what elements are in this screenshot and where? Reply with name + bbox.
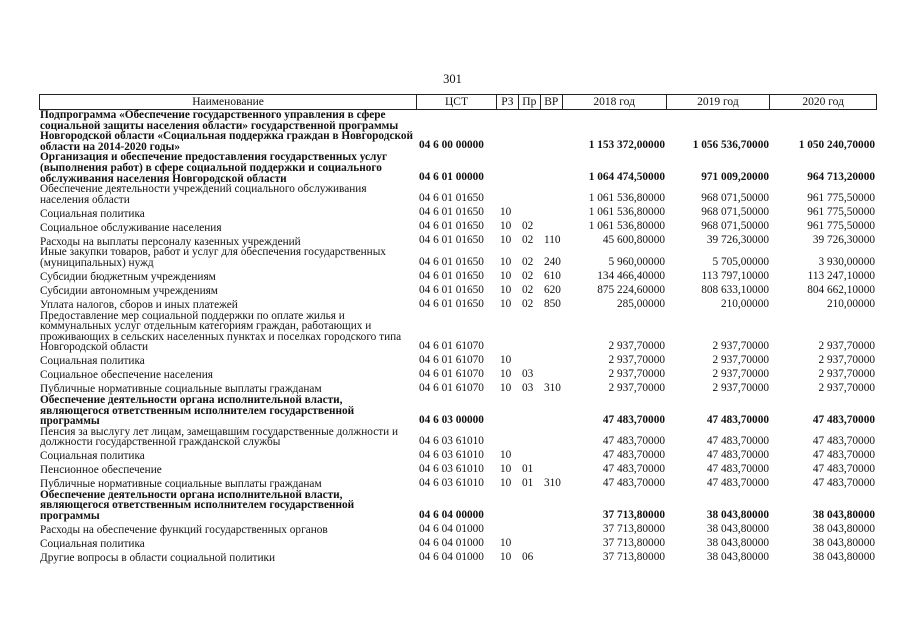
cell-name: Публичные нормативные социальные выплаты гражданам: [40, 383, 322, 396]
cell-pr: 03: [522, 381, 534, 394]
cell-2018: 1 061 536,80000: [588, 192, 665, 205]
cell-2018: 45 600,80000: [602, 234, 665, 247]
table-row: [39, 233, 877, 247]
cell-cst: 04 6 01 61070: [419, 339, 484, 352]
cell-name: Пенсия за выслугу лет лицам, замещавшим государственные должности и должности государственной гражданской службы: [40, 425, 399, 449]
cell-name: Иные закупки товаров, работ и услуг для обеспечения государственных (муниципальных) нужд: [40, 246, 386, 269]
cell-cst: 04 6 01 01650: [419, 206, 484, 219]
cell-name: Социальная политика: [40, 450, 145, 463]
cell-rz: 10: [500, 297, 512, 310]
cell-2020: 2 937,70000: [818, 367, 875, 380]
cell-name: Предоставление мер социальной поддержки по оплате жилья и коммунальных услуг отдельным категориям граждан, работающих и проживающих в сельских населенных пунктах и поселках городского типа Новгородской области: [40, 309, 402, 354]
cell-name: Пенсионное обеспечение: [40, 464, 162, 477]
table-row: [39, 536, 877, 550]
cell-2020: 47 483,70000: [812, 462, 875, 475]
table-row: [39, 381, 877, 395]
cell-rz: 10: [500, 448, 512, 461]
cell-2019: 39 726,30000: [706, 234, 769, 247]
cell-cst: 04 6 01 61070: [419, 367, 484, 380]
cell-2020: 38 043,80000: [812, 550, 875, 563]
table-row: [39, 311, 877, 353]
cell-2019: 47 483,70000: [706, 413, 769, 426]
table-row: [39, 205, 877, 219]
cell-rz: 10: [500, 234, 512, 247]
cell-name: Социальная политика: [40, 538, 145, 551]
cell-2018: 2 937,70000: [608, 353, 665, 366]
header-2020: 2020 год: [802, 96, 844, 108]
table-row: [39, 476, 877, 490]
cell-2018: 37 713,80000: [602, 550, 665, 563]
cell-2020: 210,00000: [826, 297, 875, 310]
cell-cst: 04 6 04 00000: [419, 508, 484, 521]
table-row: [39, 522, 877, 536]
cell-2019: 113 797,10000: [701, 269, 769, 282]
header-pr: Пр: [519, 95, 541, 109]
cell-2018: 2 937,70000: [608, 381, 665, 394]
cell-2020: 2 937,70000: [818, 339, 875, 352]
cell-cst: 04 6 03 61010: [419, 434, 484, 447]
cell-cst: 04 6 04 01000: [419, 550, 484, 563]
cell-cst: 04 6 00 00000: [419, 139, 484, 152]
cell-2018: 285,00000: [616, 297, 665, 310]
header-name: Наименование: [40, 95, 417, 109]
table-row: [39, 184, 877, 205]
cell-2019: 38 043,80000: [706, 536, 769, 549]
table-row: [39, 550, 877, 564]
table-row: [39, 297, 877, 311]
cell-cst: 04 6 01 01650: [419, 255, 484, 268]
cell-2018: 47 483,70000: [602, 448, 665, 461]
table-row: [39, 462, 877, 476]
cell-vr: 610: [544, 269, 561, 282]
cell-2020: 47 483,70000: [812, 476, 875, 489]
cell-name: Субсидии автономным учреждениям: [40, 284, 218, 297]
cell-cst: 04 6 03 61010: [419, 476, 484, 489]
table-body: [39, 110, 877, 564]
cell-2019: 38 043,80000: [706, 508, 769, 521]
cell-cst: 04 6 01 01650: [419, 269, 484, 282]
cell-2019: 1 056 536,70000: [692, 139, 769, 152]
cell-cst: 04 6 01 01650: [419, 234, 484, 247]
cell-vr: 310: [544, 381, 561, 394]
cell-2019: 2 937,70000: [712, 381, 769, 394]
cell-name: Социальное обслуживание населения: [40, 221, 222, 234]
cell-pr: 01: [522, 476, 534, 489]
cell-vr: 240: [544, 255, 561, 268]
cell-2019: 808 633,10000: [701, 283, 769, 296]
table-row: [39, 490, 877, 522]
cell-2018: 47 483,70000: [602, 413, 665, 426]
cell-2020: 47 483,70000: [812, 434, 875, 447]
cell-cst: 04 6 03 00000: [419, 413, 484, 426]
cell-2018: 1 064 474,50000: [588, 171, 665, 184]
cell-2018: 134 466,40000: [597, 269, 665, 282]
cell-2020: 961 775,50000: [807, 206, 875, 219]
cell-name: Обеспечение деятельности учреждений социального обслуживания населения области: [40, 183, 367, 206]
cell-2018: 1 061 536,80000: [588, 206, 665, 219]
cell-name: Другие вопросы в области социальной политики: [40, 552, 276, 565]
header-2019: 2019 год: [667, 95, 771, 109]
cell-cst: 04 6 03 61010: [419, 462, 484, 475]
cell-cst: 04 6 01 00000: [419, 171, 484, 184]
cell-2018: 37 713,80000: [602, 508, 665, 521]
cell-2018: 47 483,70000: [602, 462, 665, 475]
cell-2019: 210,00000: [720, 297, 769, 310]
cell-vr: 310: [544, 476, 561, 489]
cell-2020: 38 043,80000: [812, 508, 875, 521]
cell-name: Субсидии бюджетным учреждениям: [40, 270, 216, 283]
cell-2020: 38 043,80000: [812, 522, 875, 535]
table-row: [39, 283, 877, 297]
table-row: [39, 269, 877, 283]
cell-name: Организация и обеспечение предоставления государственных услуг (выполнения работ) в сфере социальной поддержки и социального обслуживания населения Новгородской области: [40, 151, 388, 185]
cell-2020: 113 247,10000: [807, 269, 875, 282]
cell-cst: 04 6 01 61070: [419, 381, 484, 394]
cell-2018: 1 153 372,00000: [588, 139, 665, 152]
cell-pr: 02: [522, 220, 534, 233]
table-header: [39, 94, 877, 110]
cell-name: Подпрограмма «Обеспечение государственного управления в сфере социальной защиты населения области» государственной программы Новгородской области «Социальная поддержка граждан в Новгородской области на 2014-2020 годы»: [40, 109, 413, 153]
cell-vr: 110: [544, 234, 561, 247]
cell-2020: 47 483,70000: [812, 413, 875, 426]
cell-name: Расходы на выплаты персоналу казенных учреждений: [40, 235, 301, 248]
cell-cst: 04 6 04 01000: [419, 522, 484, 535]
cell-2018: 1 061 536,80000: [588, 220, 665, 233]
cell-2019: 971 009,20000: [701, 171, 769, 184]
table-row: [39, 219, 877, 233]
cell-name: Уплата налогов, сборов и иных платежей: [40, 298, 238, 311]
cell-2018: 37 713,80000: [602, 536, 665, 549]
cell-cst: 04 6 01 01650: [419, 297, 484, 310]
cell-cst: 04 6 04 01000: [419, 536, 484, 549]
cell-2020: 2 937,70000: [818, 381, 875, 394]
table-row: [39, 110, 877, 152]
page-number: 301: [443, 72, 462, 86]
cell-2020: 804 662,10000: [807, 283, 875, 296]
cell-2019: 47 483,70000: [706, 448, 769, 461]
cell-2018: 2 937,70000: [608, 339, 665, 352]
cell-rz: 10: [500, 381, 512, 394]
cell-2020: 47 483,70000: [812, 448, 875, 461]
cell-vr: 850: [544, 297, 561, 310]
header-2018: 2018 год: [563, 95, 667, 109]
cell-2019: 5 705,00000: [712, 255, 769, 268]
cell-rz: 10: [500, 476, 512, 489]
cell-cst: 04 6 01 01650: [419, 283, 484, 296]
cell-cst: 04 6 03 61010: [419, 448, 484, 461]
cell-rz: 10: [500, 255, 512, 268]
cell-2018: 875 224,60000: [597, 283, 665, 296]
cell-rz: 10: [500, 220, 512, 233]
header-cst: ЦСТ: [417, 95, 497, 109]
cell-2019: 2 937,70000: [712, 339, 769, 352]
cell-name: Социальная политика: [40, 355, 145, 368]
cell-2019: 38 043,80000: [706, 550, 769, 563]
cell-pr: 02: [522, 283, 534, 296]
cell-pr: 02: [522, 234, 534, 247]
cell-vr: 620: [544, 283, 561, 296]
cell-rz: 10: [500, 367, 512, 380]
budget-table: [39, 94, 877, 564]
cell-name: Публичные нормативные социальные выплаты гражданам: [40, 478, 322, 491]
cell-pr: 01: [522, 462, 534, 475]
table-row: [39, 427, 877, 448]
cell-pr: 02: [522, 269, 534, 282]
cell-2018: 37 713,80000: [602, 522, 665, 535]
table-row: [39, 395, 877, 427]
cell-rz: 10: [500, 353, 512, 366]
header-rz: РЗ: [497, 95, 519, 109]
cell-pr: 06: [522, 550, 534, 563]
cell-2019: 968 071,50000: [701, 220, 769, 233]
cell-pr: 02: [522, 297, 534, 310]
cell-cst: 04 6 01 61070: [419, 353, 484, 366]
cell-name: Обеспечение деятельности органа исполнительной власти, являющегося ответственным исполнителем государственной программы: [40, 393, 355, 428]
cell-2019: 2 937,70000: [712, 353, 769, 366]
cell-2019: 968 071,50000: [701, 206, 769, 219]
header-vr: ВР: [541, 95, 563, 109]
cell-name: Расходы на обеспечение функций государственных органов: [40, 524, 328, 537]
cell-2019: 47 483,70000: [706, 434, 769, 447]
cell-rz: 10: [500, 462, 512, 475]
cell-name: Социальная политика: [40, 207, 145, 220]
cell-2019: 2 937,70000: [712, 367, 769, 380]
cell-2019: 47 483,70000: [706, 462, 769, 475]
cell-2020: 961 775,50000: [807, 220, 875, 233]
cell-2019: 968 071,50000: [701, 192, 769, 205]
table-row: [39, 353, 877, 367]
cell-name: Обеспечение деятельности органа исполнительной власти, являющегося ответственным исполнителем государственной программы: [40, 488, 355, 523]
table-row: [39, 367, 877, 381]
cell-rz: 10: [500, 283, 512, 296]
cell-2018: 47 483,70000: [602, 476, 665, 489]
cell-rz: 10: [500, 550, 512, 563]
cell-2018: 2 937,70000: [608, 367, 665, 380]
cell-2020: 38 043,80000: [812, 536, 875, 549]
cell-cst: 04 6 01 01650: [419, 220, 484, 233]
cell-2020: 2 937,70000: [818, 353, 875, 366]
table-row: [39, 448, 877, 462]
cell-name: Социальное обеспечение населения: [40, 369, 213, 382]
cell-pr: 03: [522, 367, 534, 380]
cell-2020: 39 726,30000: [812, 234, 875, 247]
cell-pr: 02: [522, 255, 534, 268]
cell-2018: 5 960,00000: [608, 255, 665, 268]
cell-cst: 04 6 01 01650: [419, 192, 484, 205]
cell-2019: 47 483,70000: [706, 476, 769, 489]
cell-rz: 10: [500, 536, 512, 549]
cell-rz: 10: [500, 269, 512, 282]
cell-2020: 961 775,50000: [807, 192, 875, 205]
cell-2020: 3 930,00000: [818, 255, 875, 268]
cell-rz: 10: [500, 206, 512, 219]
cell-2018: 47 483,70000: [602, 434, 665, 447]
cell-2020: 964 713,20000: [807, 171, 875, 184]
cell-2019: 38 043,80000: [706, 522, 769, 535]
table-row: [39, 152, 877, 184]
table-row: [39, 247, 877, 268]
cell-2020: 1 050 240,70000: [798, 139, 875, 152]
